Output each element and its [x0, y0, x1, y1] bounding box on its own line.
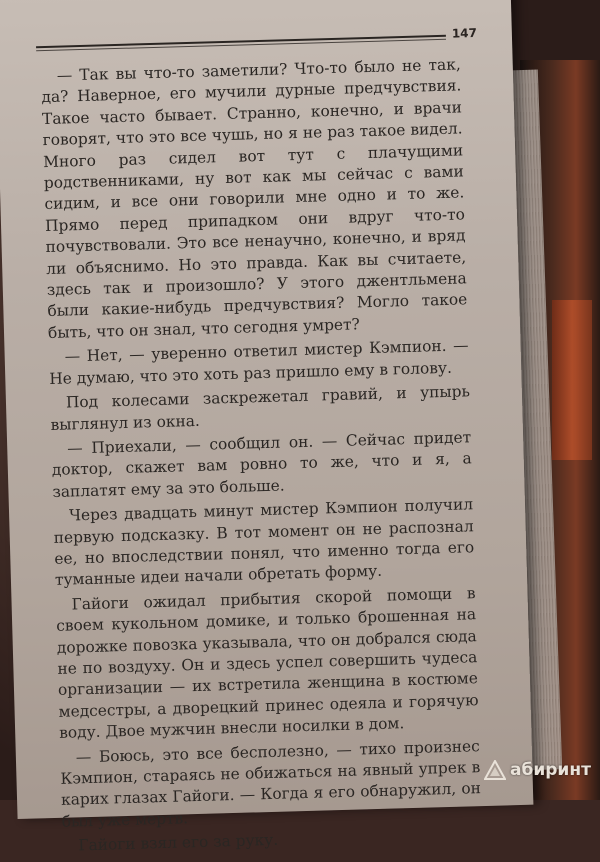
paragraph: — Нет, — уверенно ответил мистер Кэмпион. — Не думаю, что это хоть раз пришло ему в голову.	[49, 336, 469, 388]
paragraph: — Боюсь, это все бесполезно, — тихо произнес Кэмпион, стараясь не обижаться на явный упрек в карих глазах Гайоги. — Когда я его обнаружил, он был уже мертв.	[60, 736, 482, 831]
paragraph: Гайоги ожидал прибытия скорой помощи в своем кукольном домике, и только брошенная на дорожке повозка указывала, что он добрался сюда не по воздуху. Он и здесь успел совершить чудеса организации — их встретила женщина в костюме медсестры, а дворецкий принес одеяла и горячую воду. Двое мужчин внесли носилки в дом.	[55, 583, 479, 743]
paragraph: Гайоги взял его за руку.	[78, 831, 279, 855]
paragraph: Под колесами заскрежетал гравий, и упырь выглянул из окна.	[50, 382, 471, 434]
paragraph: — Приехали, — сообщил он. — Сейчас придет доктор, скажет вам ровно то же, что и я, а заплатят ему за это больше.	[51, 428, 472, 501]
watermark-text: абиринт	[510, 760, 591, 780]
header-rule	[36, 35, 446, 48]
red-book-spine	[552, 300, 592, 460]
paragraph: — Так вы что-то заметили? Что-то было не так, да? Наверное, его мучили дурные предчувствия. Такое часто бывает. Странно, конечно, и врачи говорят, что это все чушь, но я не раз такое видел. Много раз сидел вот тут с плачущими родственниками, ну вот как мы сейчас с вами сидим, и все они говорили мне одно и то же. Прямо перед припадком они вдруг что-то почувствовали. Это все ненаучно, конечно, и вряд ли объяснимо. Но это правда. Как вы считаете, здесь так и произошло? У этого джентльмена были какие-нибудь предчувствия? Могло такое быть, что он знал, что сегодня умрет?	[41, 55, 468, 342]
page-number: 147	[451, 25, 478, 41]
paragraph: Через двадцать минут мистер Кэмпион получил первую подсказку. В тот момент он не распознал ее, но впоследствии понял, что именно тогда его туманные идеи начали обретать форму.	[53, 495, 475, 590]
labirint-watermark	[484, 760, 591, 780]
labirint-logo-icon	[484, 760, 506, 780]
body-text	[41, 54, 483, 860]
